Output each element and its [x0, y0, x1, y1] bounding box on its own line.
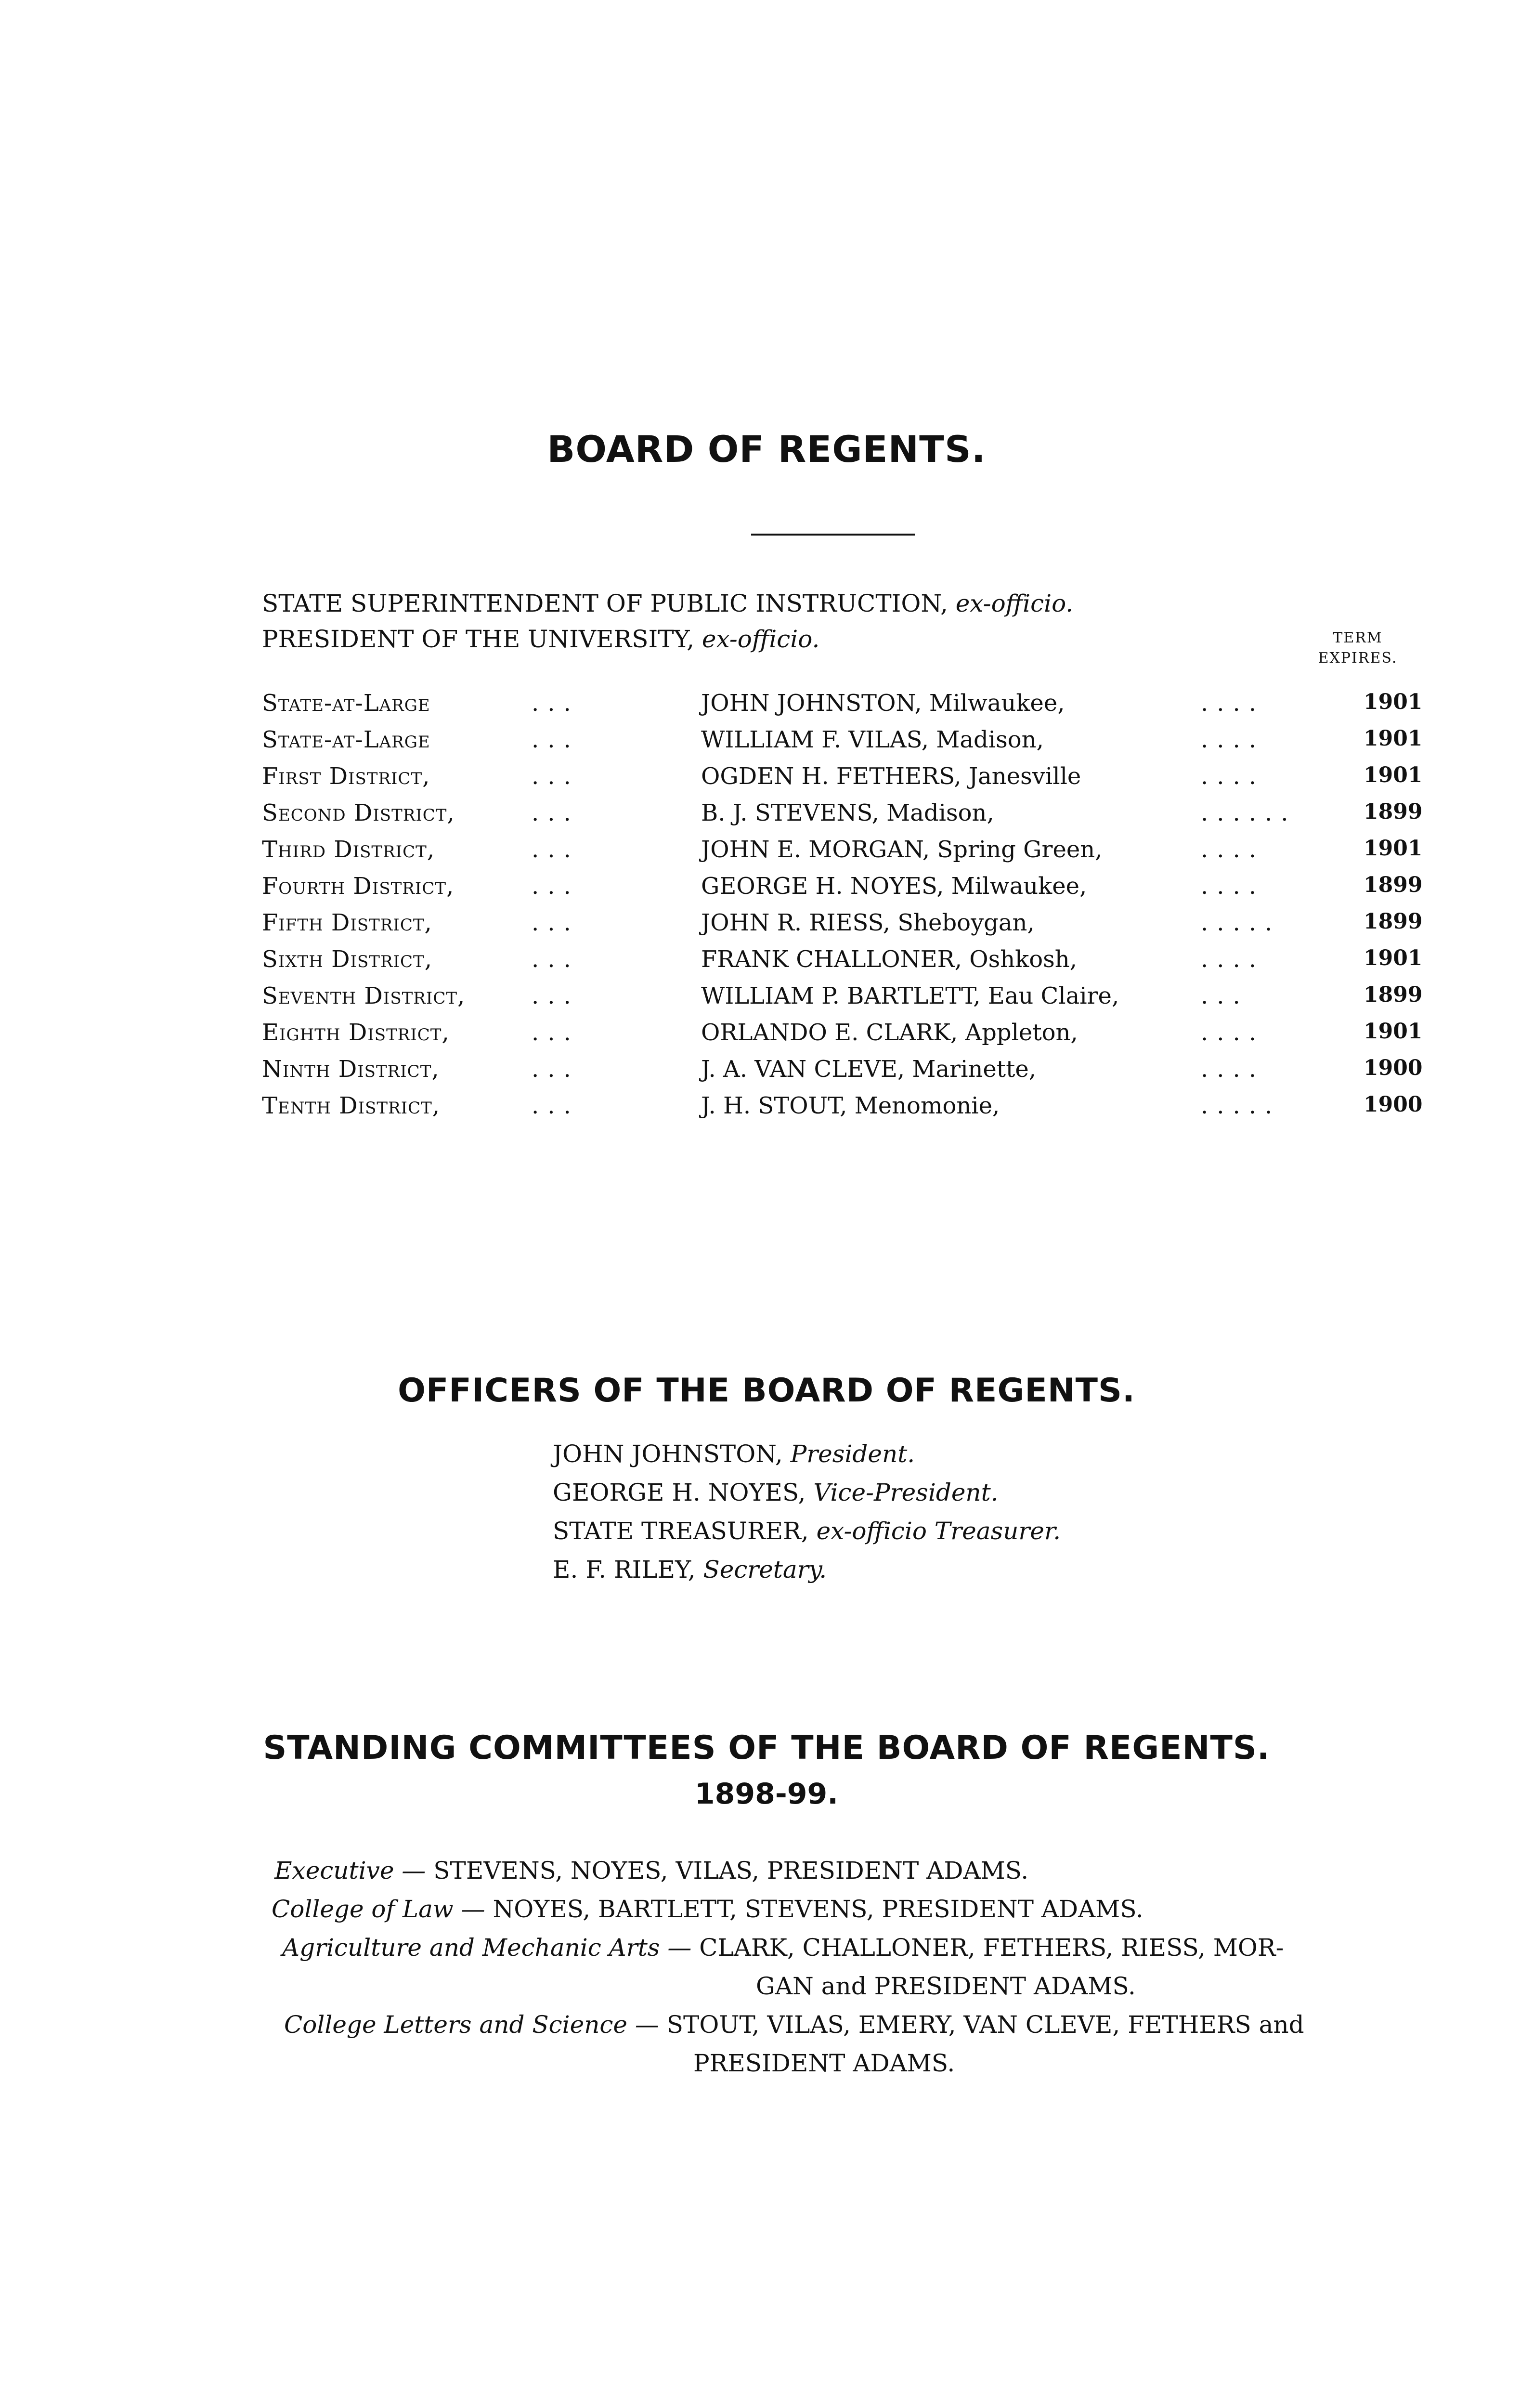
leader-dots: .... — [1201, 836, 1265, 863]
committee-members: CLARK, CHALLONER, FETHERS, RIESS, MOR- — [699, 1934, 1284, 1962]
leader-dots: .... — [1201, 1056, 1265, 1083]
leader-dots: ... — [532, 726, 580, 753]
officer-name: E. F. RILEY, — [553, 1556, 696, 1584]
regent-row — [262, 763, 1456, 799]
term-year: 1901 — [1364, 763, 1423, 787]
officer-name: STATE TREASURER, — [553, 1517, 809, 1545]
committee-members: NOYES, BARTLETT, STEVENS, PRESIDENT ADAMS. — [493, 1895, 1143, 1923]
district-label: Seventh District, — [262, 982, 466, 1009]
district-label: Third District, — [262, 836, 435, 863]
regent-row — [262, 1092, 1456, 1129]
title-divider — [751, 534, 915, 536]
leader-dots: ... — [532, 1092, 580, 1119]
regent-name: B. J. STEVENS, Madison, — [701, 799, 994, 826]
committee-continuation: PRESIDENT ADAMS. — [693, 2049, 955, 2077]
regent-row — [262, 1056, 1456, 1092]
ex-officio-line — [262, 625, 819, 653]
officers-list — [553, 1440, 1061, 1594]
leader-dots: .... — [1201, 1019, 1265, 1046]
leader-dots: ... — [532, 946, 580, 973]
term-year: 1899 — [1364, 982, 1423, 1007]
regent-name: J. H. STOUT, Menomonie, — [701, 1092, 1000, 1119]
ex-officio-note: ex-officio. — [702, 625, 820, 653]
regent-row — [262, 873, 1456, 909]
leader-dots: ... — [532, 982, 580, 1009]
regent-row — [262, 690, 1456, 726]
committee-label: Executive — — [274, 1857, 426, 1885]
officer-item — [553, 1479, 1061, 1517]
regents-list — [262, 690, 1456, 1129]
district-label: Ninth District, — [262, 1056, 440, 1083]
ex-officio-note: ex-officio. — [955, 589, 1074, 617]
committee-label: College Letters and Science — — [284, 2011, 659, 2039]
district-label: State-at-Large — [262, 726, 430, 753]
committee-item — [270, 2005, 1444, 2044]
regent-name: FRANK CHALLONER, Oshkosh, — [701, 946, 1077, 973]
term-year: 1901 — [1364, 946, 1423, 970]
committee-members: STOUT, VILAS, EMERY, VAN CLEVE, FETHERS and — [666, 2011, 1304, 2039]
regent-name: J. A. VAN CLEVE, Marinette, — [701, 1056, 1037, 1083]
leader-dots: ... — [532, 1019, 580, 1046]
term-year: 1899 — [1364, 799, 1423, 824]
leader-dots: .... — [1201, 763, 1265, 790]
regent-row — [262, 909, 1456, 946]
district-label: Fifth District, — [262, 909, 432, 936]
officer-item — [553, 1440, 1061, 1479]
regent-row — [262, 836, 1456, 873]
term-header: EXPIRES. — [1318, 650, 1398, 667]
committee-continuation: GAN and PRESIDENT ADAMS. — [756, 1972, 1136, 2000]
regent-row — [262, 726, 1456, 763]
regent-name: JOHN JOHNSTON, Milwaukee, — [701, 690, 1065, 717]
regent-name: WILLIAM P. BARTLETT, Eau Claire, — [701, 982, 1119, 1009]
term-year: 1900 — [1364, 1056, 1423, 1080]
officer-role: Vice-President. — [813, 1479, 999, 1506]
regent-name: WILLIAM F. VILAS, Madison, — [701, 726, 1044, 753]
term-year: 1900 — [1364, 1092, 1423, 1117]
term-year: 1899 — [1364, 909, 1423, 934]
term-year: 1901 — [1364, 726, 1423, 751]
leader-dots: .... — [1201, 873, 1265, 900]
ex-officio-name: PRESIDENT OF THE UNIVERSITY, — [262, 625, 694, 653]
term-year: 1899 — [1364, 873, 1423, 897]
officer-item — [553, 1517, 1061, 1556]
leader-dots: .... — [1201, 946, 1265, 973]
regent-name: GEORGE H. NOYES, Milwaukee, — [701, 873, 1087, 900]
leader-dots: .... — [1201, 690, 1265, 717]
committee-label: College of Law — — [272, 1895, 485, 1923]
leader-dots: ... — [532, 690, 580, 717]
leader-dots: ..... — [1201, 909, 1281, 936]
regent-name: OGDEN H. FETHERS, Janesville — [701, 763, 1081, 790]
regent-name: JOHN R. RIESS, Sheboygan, — [701, 909, 1035, 936]
committee-label: Agriculture and Mechanic Arts — — [282, 1934, 692, 1962]
regent-row — [262, 946, 1456, 982]
term-year: 1901 — [1364, 1019, 1423, 1044]
officer-role: President. — [790, 1440, 915, 1468]
district-label: State-at-Large — [262, 690, 430, 717]
leader-dots: ... — [1201, 982, 1249, 1009]
officer-name: GEORGE H. NOYES, — [553, 1479, 806, 1506]
district-label: Eighth District, — [262, 1019, 450, 1046]
officers-title: OFFICERS OF THE BOARD OF REGENTS. — [398, 1372, 1135, 1410]
leader-dots: ...... — [1201, 799, 1297, 826]
leader-dots: ..... — [1201, 1092, 1281, 1119]
district-label: Fourth District, — [262, 873, 455, 900]
ex-officio-name: STATE SUPERINTENDENT OF PUBLIC INSTRUCTION, — [262, 589, 948, 617]
officer-item — [553, 1556, 1061, 1594]
committee-item — [270, 1890, 1444, 1928]
leader-dots: ... — [532, 799, 580, 826]
officer-role: ex-officio Treasurer. — [816, 1517, 1061, 1545]
term-year: 1901 — [1364, 836, 1423, 861]
committee-members: STEVENS, NOYES, VILAS, PRESIDENT ADAMS. — [433, 1857, 1029, 1885]
regent-name: ORLANDO E. CLARK, Appleton, — [701, 1019, 1078, 1046]
ex-officio-line — [262, 589, 1073, 617]
leader-dots: ... — [532, 873, 580, 900]
committees-title: STANDING COMMITTEES OF THE BOARD OF REGENTS. — [263, 1729, 1270, 1767]
committees-year: 1898-99. — [694, 1777, 839, 1811]
regent-row — [262, 1019, 1456, 1056]
officer-name: JOHN JOHNSTON, — [553, 1440, 783, 1468]
leader-dots: ... — [532, 763, 580, 790]
committee-item — [270, 1851, 1444, 1890]
leader-dots: .... — [1201, 726, 1265, 753]
officer-role: Secretary. — [703, 1556, 827, 1584]
committees-list — [270, 1851, 1444, 2082]
regent-row — [262, 799, 1456, 836]
district-label: Second District, — [262, 799, 455, 826]
leader-dots: ... — [532, 1056, 580, 1083]
regent-row — [262, 982, 1456, 1019]
committee-item — [270, 1928, 1444, 1967]
board-title: BOARD OF REGENTS. — [547, 428, 986, 471]
leader-dots: ... — [532, 836, 580, 863]
district-label: Tenth District, — [262, 1092, 441, 1119]
leader-dots: ... — [532, 909, 580, 936]
term-year: 1901 — [1364, 690, 1423, 714]
district-label: Sixth District, — [262, 946, 432, 973]
district-label: First District, — [262, 763, 430, 790]
regent-name: JOHN E. MORGAN, Spring Green, — [701, 836, 1103, 863]
term-header: TERM — [1333, 629, 1383, 646]
